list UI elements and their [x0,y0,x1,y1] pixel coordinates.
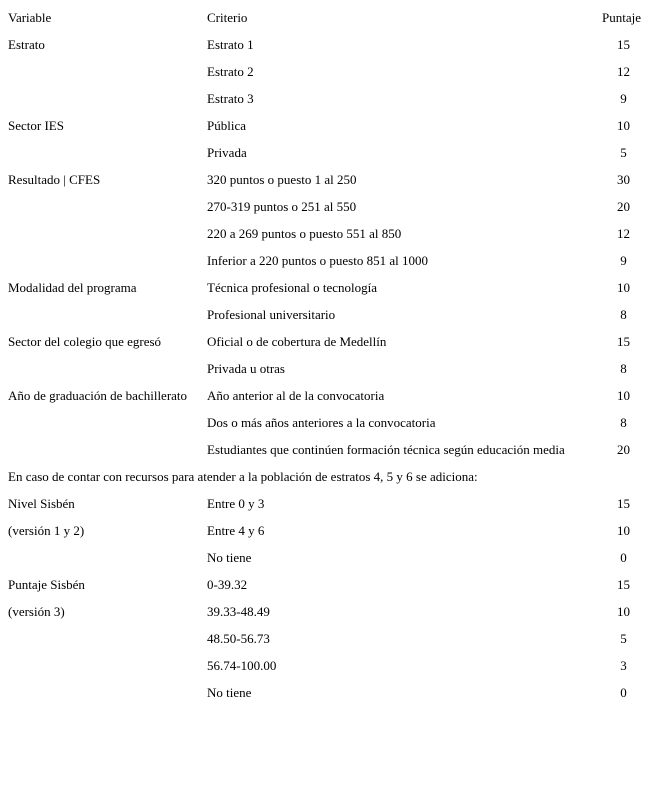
cell-variable: Puntaje Sisbén [8,577,85,592]
cell-puntaje: 10 [617,280,630,295]
cell-variable: (versión 1 y 2) [8,523,85,538]
cell-puntaje: 15 [617,37,630,52]
cell-criterio: Estrato 1 [207,37,254,52]
cell-puntaje: 12 [617,226,630,241]
table-row [0,220,652,247]
cell-puntaje: 12 [617,64,630,79]
cell-puntaje: 0 [620,550,627,565]
cell-criterio: Estudiantes que continúen formación técnica según educación media [207,442,565,457]
table-row [0,571,652,598]
table-row [0,301,652,328]
table-row [0,382,652,409]
table-row [0,85,652,112]
cell-puntaje: 10 [617,523,630,538]
cell-criterio: Oficial o de cobertura de Medellín [207,334,387,349]
cell-criterio: No tiene [207,685,252,700]
table-row [0,166,652,193]
cell-criterio: Profesional universitario [207,307,336,322]
table-row [0,247,652,274]
header-variable: Variable [8,10,52,25]
cell-criterio: 0-39.32 [207,577,248,592]
cell-variable: Modalidad del programa [8,280,137,295]
table-row [0,625,652,652]
cell-variable: Sector IES [8,118,64,133]
table-row [0,31,652,58]
table-row [0,274,652,301]
cell-criterio: No tiene [207,550,252,565]
cell-variable: (versión 3) [8,604,65,619]
table-row [0,112,652,139]
table-row [0,679,652,706]
table-note-row [0,463,652,490]
cell-puntaje: 20 [617,442,630,457]
cell-criterio: Entre 4 y 6 [207,523,265,538]
cell-puntaje: 10 [617,604,630,619]
table-row [0,436,652,463]
cell-criterio: Privada u otras [207,361,285,376]
cell-puntaje: 15 [617,334,630,349]
cell-variable: Año de graduación de bachillerato [8,388,188,403]
cell-variable: Nivel Sisbén [8,496,75,511]
cell-puntaje: 5 [620,631,627,646]
cell-puntaje: 9 [620,91,627,106]
cell-criterio: 270-319 puntos o 251 al 550 [207,199,357,214]
cell-criterio: Estrato 3 [207,91,254,106]
cell-criterio: Privada [207,145,247,160]
cell-criterio: 48.50-56.73 [207,631,270,646]
table-row [0,355,652,382]
table-row [0,139,652,166]
cell-puntaje: 15 [617,577,630,592]
cell-criterio: Estrato 2 [207,64,254,79]
cell-puntaje: 0 [620,685,627,700]
cell-puntaje: 15 [617,496,630,511]
cell-variable: Estrato [8,37,45,52]
cell-criterio: Pública [207,118,246,133]
cell-puntaje: 5 [620,145,627,160]
cell-criterio: Dos o más años anteriores a la convocatoria [207,415,436,430]
header-puntaje: Puntaje [602,10,641,25]
table-row [0,517,652,544]
cell-puntaje: 9 [620,253,627,268]
table-body-sisben [0,490,652,706]
table-row [0,409,652,436]
cell-puntaje: 30 [617,172,630,187]
table-row [0,652,652,679]
table-row [0,490,652,517]
cell-variable: Sector del colegio que egresó [8,334,162,349]
cell-criterio: Inferior a 220 puntos o puesto 851 al 1000 [207,253,428,268]
cell-puntaje: 3 [620,658,627,673]
cell-criterio: 220 a 269 puntos o puesto 551 al 850 [207,226,402,241]
cell-variable: Resultado | CFES [8,172,101,187]
table-row [0,544,652,571]
table-note: En caso de contar con recursos para atender a la población de estratos 4, 5 y 6 se adiciona: [8,469,478,484]
scoring-table [0,4,652,706]
cell-criterio: 39.33-48.49 [207,604,270,619]
table-body-main [0,31,652,463]
header-criterio: Criterio [207,10,248,25]
cell-criterio: 320 puntos o puesto 1 al 250 [207,172,357,187]
table-row [0,193,652,220]
cell-criterio: Técnica profesional o tecnología [207,280,378,295]
table-header [0,4,652,31]
cell-puntaje: 10 [617,388,630,403]
table-row [0,598,652,625]
cell-puntaje: 8 [620,307,627,322]
table-row [0,328,652,355]
cell-criterio: Entre 0 y 3 [207,496,265,511]
cell-criterio: Año anterior al de la convocatoria [207,388,385,403]
cell-puntaje: 8 [620,415,627,430]
cell-criterio: 56.74-100.00 [207,658,277,673]
cell-puntaje: 20 [617,199,630,214]
cell-puntaje: 10 [617,118,630,133]
cell-puntaje: 8 [620,361,627,376]
table-row [0,58,652,85]
